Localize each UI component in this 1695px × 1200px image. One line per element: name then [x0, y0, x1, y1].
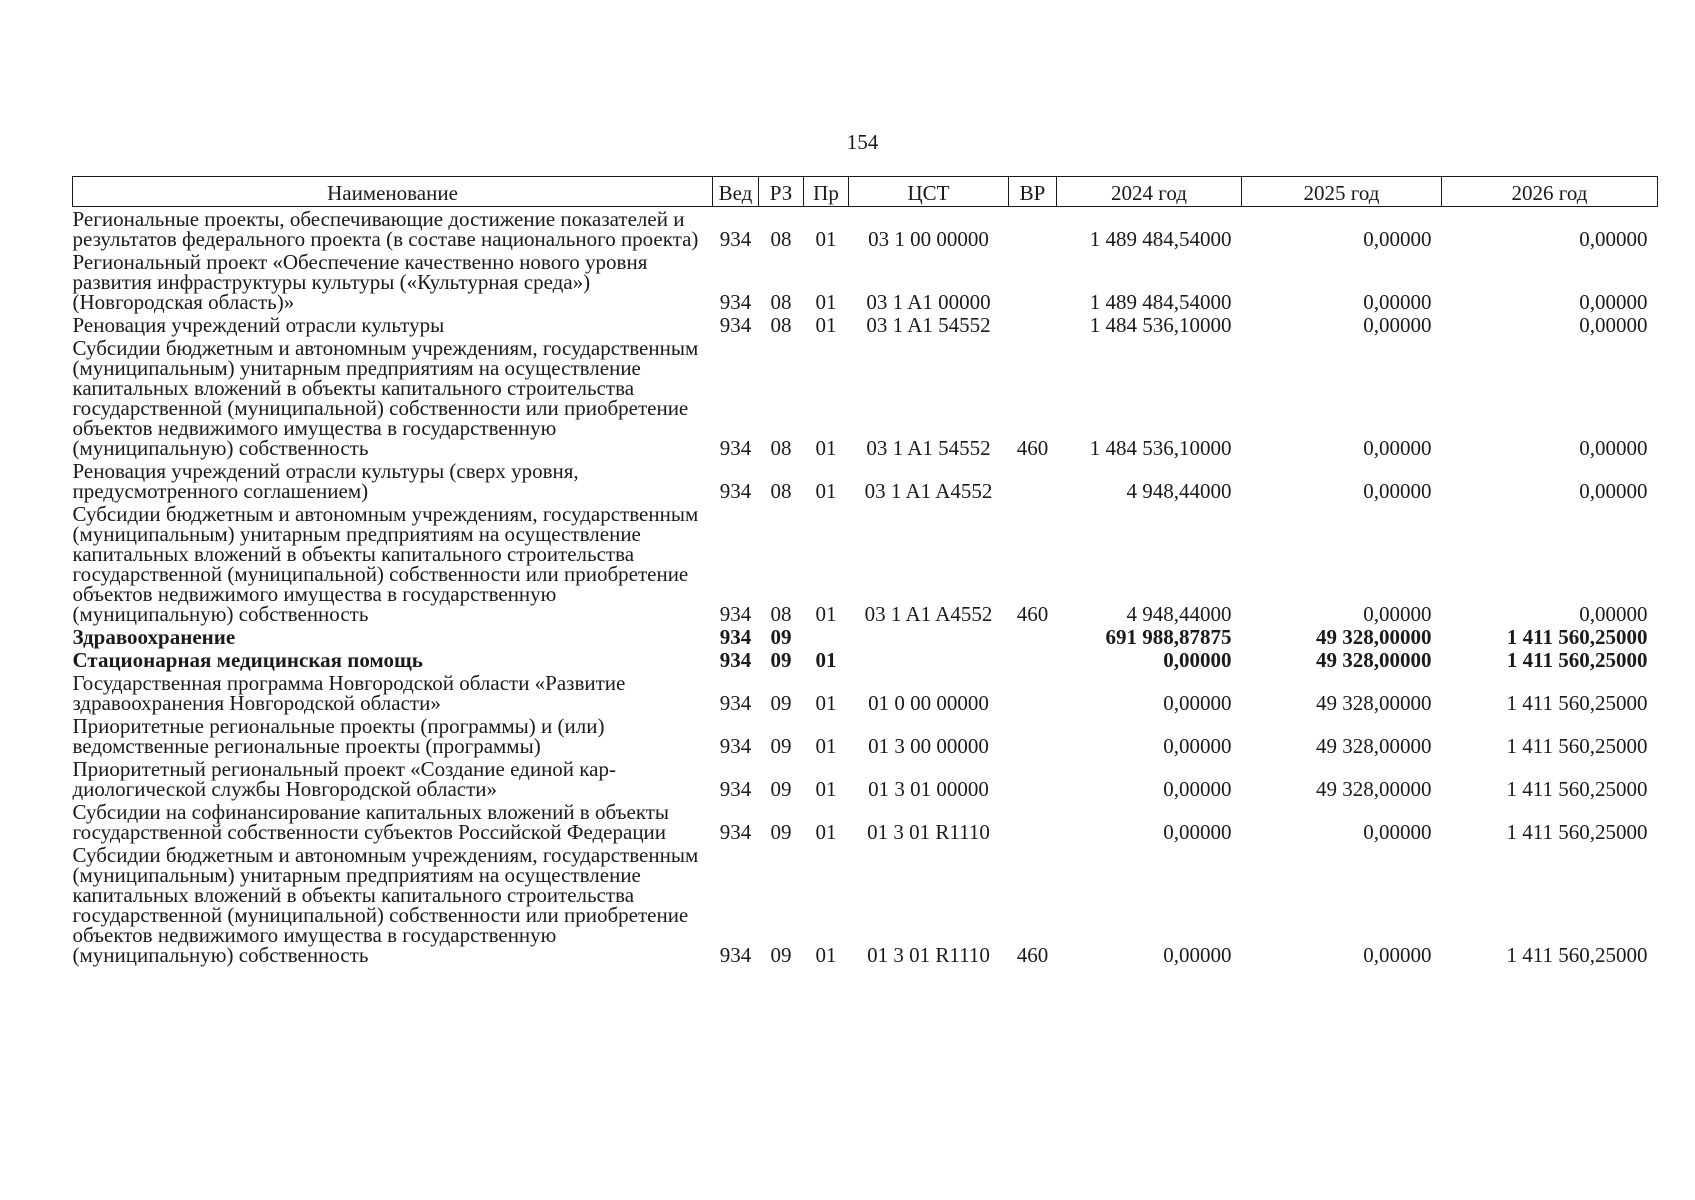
table-row — [73, 313, 1658, 336]
cell-2024: 691 988,87875 — [1105, 625, 1232, 649]
cell-rz: 09 — [770, 820, 792, 844]
cell-pr: 01 — [815, 479, 837, 503]
cell-2025: 49 328,00000 — [1316, 777, 1432, 801]
header-2026: 2026 год — [1442, 177, 1658, 207]
cell-2025: 0,00000 — [1363, 602, 1432, 626]
cell-cst: 03 1 A1 A4552 — [864, 602, 993, 626]
cell-2026: 0,00000 — [1579, 227, 1648, 251]
cell-rz: 08 — [770, 479, 792, 503]
table-row — [73, 625, 1658, 648]
cell-2026: 1 411 560,25000 — [1506, 625, 1648, 649]
table-body — [73, 207, 1658, 967]
cell-ved: 934 — [719, 602, 752, 626]
cell-vr — [1009, 207, 1057, 251]
table-row — [73, 714, 1658, 757]
cell-ved: 934 — [719, 691, 752, 715]
cell-pr: 01 — [815, 734, 837, 758]
cell-name: Приоритетные региональные проекты (программы) и (или) ведомственные региональные проекты (программы) — [72, 714, 605, 758]
cell-cst: 03 1 00 00000 — [868, 227, 989, 251]
cell-ved: 934 — [719, 227, 752, 251]
cell-rz: 08 — [770, 436, 792, 460]
cell-pr: 01 — [815, 820, 837, 844]
header-2025: 2025 год — [1242, 177, 1442, 207]
cell-2026: 1 411 560,25000 — [1506, 691, 1648, 715]
page-number: 154 — [846, 130, 879, 154]
cell-ved: 934 — [719, 820, 752, 844]
cell-name: Приоритетный региональный проект «Создание единой кардиологической службы Новгородской области» — [72, 757, 617, 801]
cell-ved: 934 — [719, 290, 752, 314]
cell-vr — [1009, 714, 1057, 757]
cell-name: Реновация учреждений отрасли культуры — [72, 313, 445, 337]
cell-rz: 08 — [770, 313, 792, 337]
cell-rz: 09 — [770, 777, 792, 801]
cell-name: Стационарная медицинская помощь — [72, 648, 423, 672]
cell-vr — [1009, 671, 1057, 714]
cell-ved: 934 — [719, 436, 752, 460]
header-name: Наименование — [73, 177, 713, 207]
cell-cst: 03 1 A1 54552 — [866, 436, 991, 460]
cell-rz: 08 — [770, 602, 792, 626]
cell-cst: 01 3 01 R1110 — [867, 943, 990, 967]
cell-2025: 0,00000 — [1363, 479, 1432, 503]
cell-ved: 934 — [719, 777, 752, 801]
cell-2024: 1 484 536,10000 — [1089, 313, 1232, 337]
cell-2026: 0,00000 — [1579, 313, 1648, 337]
cell-2025: 49 328,00000 — [1316, 691, 1432, 715]
cell-2026: 1 411 560,25000 — [1506, 820, 1648, 844]
cell-2025: 49 328,00000 — [1316, 625, 1432, 649]
cell-ved: 934 — [719, 479, 752, 503]
cell-cst: 03 1 A1 A4552 — [864, 479, 993, 503]
table-row — [73, 336, 1658, 459]
cell-vr — [1009, 625, 1057, 648]
cell-name: Региональные проекты, обеспечивающие достижение показателей и результатов федерального проекта (в составе национального проекта) — [72, 207, 699, 251]
cell-name: Субсидии бюджетным и автономным учреждениям, государственным (муниципальным) унитарным предприятиям на осуществление капитальных вложений в объекты капитального строительства государственной (муниципальной) собственности или приобретение объектов недвижимого имущества в государственную (муниципальную) собственность — [72, 502, 699, 626]
cell-ved: 934 — [719, 313, 752, 337]
cell-ved: 934 — [719, 648, 752, 672]
cell-pr: 01 — [815, 436, 837, 460]
cell-pr: 01 — [815, 313, 837, 337]
cell-2026: 1 411 560,25000 — [1506, 648, 1648, 672]
cell-rz: 09 — [770, 648, 792, 672]
cell-pr: 01 — [815, 648, 837, 672]
cell-cst: 03 1 A1 00000 — [866, 290, 991, 314]
cell-vr: 460 — [1016, 436, 1049, 460]
cell-cst: 01 3 01 00000 — [868, 777, 989, 801]
header-2024: 2024 год — [1057, 177, 1242, 207]
cell-2024: 0,00000 — [1163, 691, 1232, 715]
cell-name: Государственная программа Новгородской области «Развитие здравоохранения Новгородской области» — [72, 671, 626, 715]
cell-ved: 934 — [719, 943, 752, 967]
cell-rz: 08 — [770, 290, 792, 314]
cell-vr — [1009, 250, 1057, 313]
table-row — [73, 502, 1658, 625]
cell-2026: 1 411 560,25000 — [1506, 943, 1648, 967]
cell-2025: 0,00000 — [1363, 313, 1432, 337]
cell-2026: 1 411 560,25000 — [1506, 734, 1648, 758]
cell-rz: 09 — [770, 943, 792, 967]
cell-rz: 09 — [770, 691, 792, 715]
cell-cst: 01 3 00 00000 — [868, 734, 989, 758]
cell-2025: 0,00000 — [1363, 820, 1432, 844]
cell-2024: 0,00000 — [1163, 734, 1232, 758]
cell-2024: 4 948,44000 — [1126, 479, 1232, 503]
cell-rz: 08 — [770, 227, 792, 251]
cell-vr: 460 — [1016, 943, 1049, 967]
cell-2024: 0,00000 — [1163, 820, 1232, 844]
cell-vr — [1009, 313, 1057, 336]
header-rz: РЗ — [759, 177, 804, 207]
cell-rz: 09 — [770, 625, 792, 649]
header-vr: ВР — [1009, 177, 1057, 207]
cell-pr: 01 — [815, 227, 837, 251]
cell-2026: 1 411 560,25000 — [1506, 777, 1648, 801]
cell-cst: 03 1 A1 54552 — [866, 313, 991, 337]
cell-vr — [1009, 757, 1057, 800]
cell-2026: 0,00000 — [1579, 602, 1648, 626]
cell-2026: 0,00000 — [1579, 290, 1648, 314]
cell-2025: 0,00000 — [1363, 290, 1432, 314]
table-row — [73, 459, 1658, 502]
cell-cst — [849, 648, 1009, 671]
cell-name: Субсидии на софинансирование капитальных вложений в объекты государственной собственности субъектов Российской Федерации — [72, 800, 670, 844]
cell-pr: 01 — [815, 691, 837, 715]
cell-rz: 09 — [770, 734, 792, 758]
table-row — [73, 671, 1658, 714]
cell-cst — [849, 625, 1009, 648]
cell-2024: 0,00000 — [1163, 943, 1232, 967]
budget-table — [72, 176, 1658, 966]
cell-2025: 0,00000 — [1363, 436, 1432, 460]
cell-2026: 0,00000 — [1579, 479, 1648, 503]
table-row — [73, 757, 1658, 800]
cell-vr — [1009, 648, 1057, 671]
cell-name: Реновация учреждений отрасли культуры (сверх уровня, предусмотренного соглашением) — [72, 459, 579, 503]
cell-pr: 01 — [815, 602, 837, 626]
cell-2024: 4 948,44000 — [1126, 602, 1232, 626]
cell-name: Региональный проект «Обеспечение качественно нового уровня развития инфраструктуры культуры («Культурная среда») (Новгородская область)» — [72, 250, 648, 314]
table-row — [73, 648, 1658, 671]
cell-2025: 49 328,00000 — [1316, 648, 1432, 672]
cell-2024: 1 489 484,54000 — [1089, 290, 1232, 314]
cell-2024: 0,00000 — [1163, 648, 1232, 672]
cell-2025: 49 328,00000 — [1316, 734, 1432, 758]
cell-vr: 460 — [1016, 602, 1049, 626]
cell-2024: 1 484 536,10000 — [1089, 436, 1232, 460]
cell-cst: 01 0 00 00000 — [868, 691, 989, 715]
cell-2024: 1 489 484,54000 — [1089, 227, 1232, 251]
cell-vr — [1009, 800, 1057, 843]
cell-2025: 0,00000 — [1363, 227, 1432, 251]
header-pr: Пр — [804, 177, 849, 207]
header-ved: Вед — [713, 177, 759, 207]
cell-name: Здравоохранение — [72, 625, 236, 649]
table-row — [73, 207, 1658, 251]
cell-vr — [1009, 459, 1057, 502]
header-cst: ЦСТ — [849, 177, 1009, 207]
table-row — [73, 800, 1658, 843]
cell-pr: 01 — [815, 943, 837, 967]
cell-cst: 01 3 01 R1110 — [867, 820, 990, 844]
cell-2026: 0,00000 — [1579, 436, 1648, 460]
cell-2024: 0,00000 — [1163, 777, 1232, 801]
cell-pr — [804, 625, 849, 648]
cell-ved: 934 — [719, 625, 752, 649]
cell-name: Субсидии бюджетным и автономным учреждениям, государственным (муниципальным) унитарным предприятиям на осуществление капитальных вложений в объекты капитального строительства государственной (муниципальной) собственности или приобретение объектов недвижимого имущества в государственную (муниципальную) собственность — [72, 336, 699, 460]
table-header-row — [73, 177, 1658, 207]
cell-pr: 01 — [815, 290, 837, 314]
table-row — [73, 843, 1658, 966]
cell-name: Субсидии бюджетным и автономным учреждениям, государственным (муниципальным) унитарным предприятиям на осуществление капитальных вложений в объекты капитального строительства государственной (муниципальной) собственности или приобретение объектов недвижимого имущества в государственную (муниципальную) собственность — [72, 843, 699, 967]
table-row — [73, 250, 1658, 313]
cell-ved: 934 — [719, 734, 752, 758]
cell-2025: 0,00000 — [1363, 943, 1432, 967]
cell-pr: 01 — [815, 777, 837, 801]
